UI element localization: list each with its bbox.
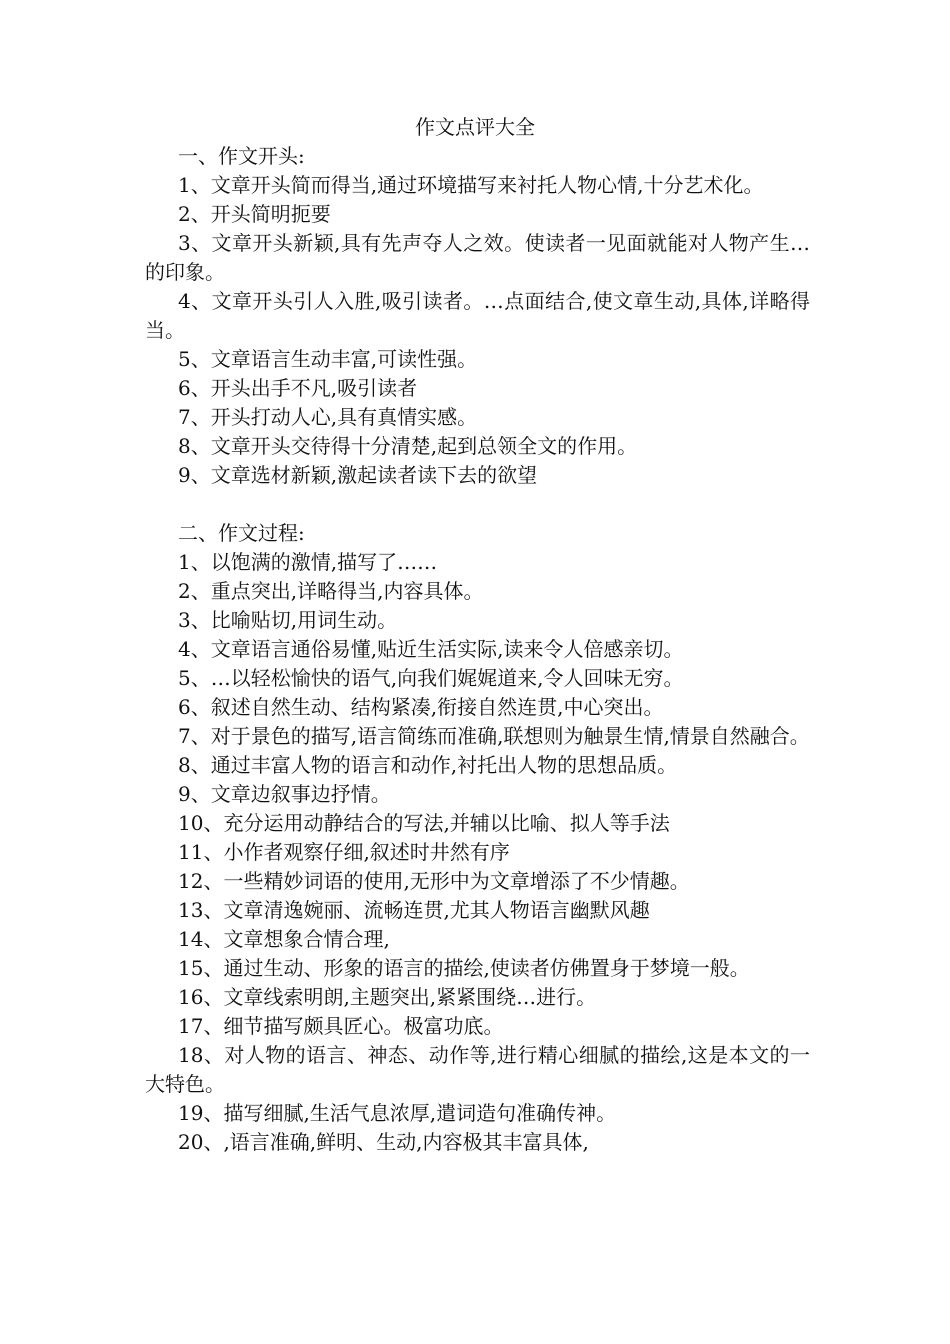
list-item: 17、细节描写颇具匠心。极富功底。 xyxy=(178,1014,504,1038)
section-spacer xyxy=(145,490,810,519)
list-item: 6、开头出手不凡,吸引读者 xyxy=(178,376,418,400)
list-item: 3、比喻贴切,用词生动。 xyxy=(178,608,398,632)
list-item: 9、文章边叙事边抒情。 xyxy=(178,782,391,806)
list-item: 9、文章选材新颖,激起读者读下去的欲望 xyxy=(178,463,538,487)
list-item: 16、文章线索明朗,主题突出,紧紧围绕…进行。 xyxy=(178,985,597,1009)
list-item: 18、对人物的语言、神态、动作等,进行精心细腻的描绘,这是本文的一大特色。 xyxy=(145,1043,810,1096)
list-item: 7、对于景色的描写,语言简练而准确,联想则为触景生情,情景自然融合。 xyxy=(178,724,810,748)
list-item: 5、…以轻松愉快的语气,向我们娓娓道来,令人回味无穷。 xyxy=(178,666,684,690)
list-item: 14、文章想象合情合理, xyxy=(178,927,390,951)
list-item: 13、文章清逸婉丽、流畅连贯,尤其人物语言幽默风趣 xyxy=(178,898,650,922)
list-item: 4、文章语言通俗易懂,贴近生活实际,读来令人倍感亲切。 xyxy=(178,637,684,661)
page-title: 作文点评大全 xyxy=(415,115,535,139)
list-item: 10、充分运用动静结合的写法,并辅以比喻、拟人等手法 xyxy=(178,811,670,835)
list-item: 2、开头简明扼要 xyxy=(178,202,331,226)
list-item: 1、文章开头简而得当,通过环境描写来衬托人物心情,十分艺术化。 xyxy=(178,173,764,197)
list-item: 20、,语言准确,鲜明、生动,内容极其丰富具体, xyxy=(178,1130,589,1154)
document-body xyxy=(145,142,810,1157)
list-item: 12、一些精妙词语的使用,无形中为文章增添了不少情趣。 xyxy=(178,869,690,893)
list-item: 3、文章开头新颖,具有先声夺人之效。使读者一见面就能对人物产生…的印象。 xyxy=(145,231,810,284)
list-item: 1、以饱满的激情,描写了…… xyxy=(178,550,438,574)
list-item: 8、通过丰富人物的语言和动作,衬托出人物的思想品质。 xyxy=(178,753,678,777)
list-item: 19、描写细腻,生活气息浓厚,遣词造句准确传神。 xyxy=(178,1101,617,1125)
list-item: 8、文章开头交待得十分清楚,起到总领全文的作用。 xyxy=(178,434,638,458)
section-heading-process: 二、作文过程: xyxy=(178,521,305,545)
list-item: 6、叙述自然生动、结构紧凑,衔接自然连贯,中心突出。 xyxy=(178,695,664,719)
list-item: 15、通过生动、形象的语言的描绘,使读者仿佛置身于梦境一般。 xyxy=(178,956,750,980)
list-item: 2、重点突出,详略得当,内容具体。 xyxy=(178,579,484,603)
list-item: 4、文章开头引人入胜,吸引读者。…点面结合,使文章生动,具体,详略得当。 xyxy=(145,289,810,342)
section-heading-opening: 一、作文开头: xyxy=(178,144,305,168)
list-item: 5、文章语言生动丰富,可读性强。 xyxy=(178,347,478,371)
list-item: 11、小作者观察仔细,叙述时井然有序 xyxy=(178,840,510,864)
list-item: 7、开头打动人心,具有真情实感。 xyxy=(178,405,478,429)
